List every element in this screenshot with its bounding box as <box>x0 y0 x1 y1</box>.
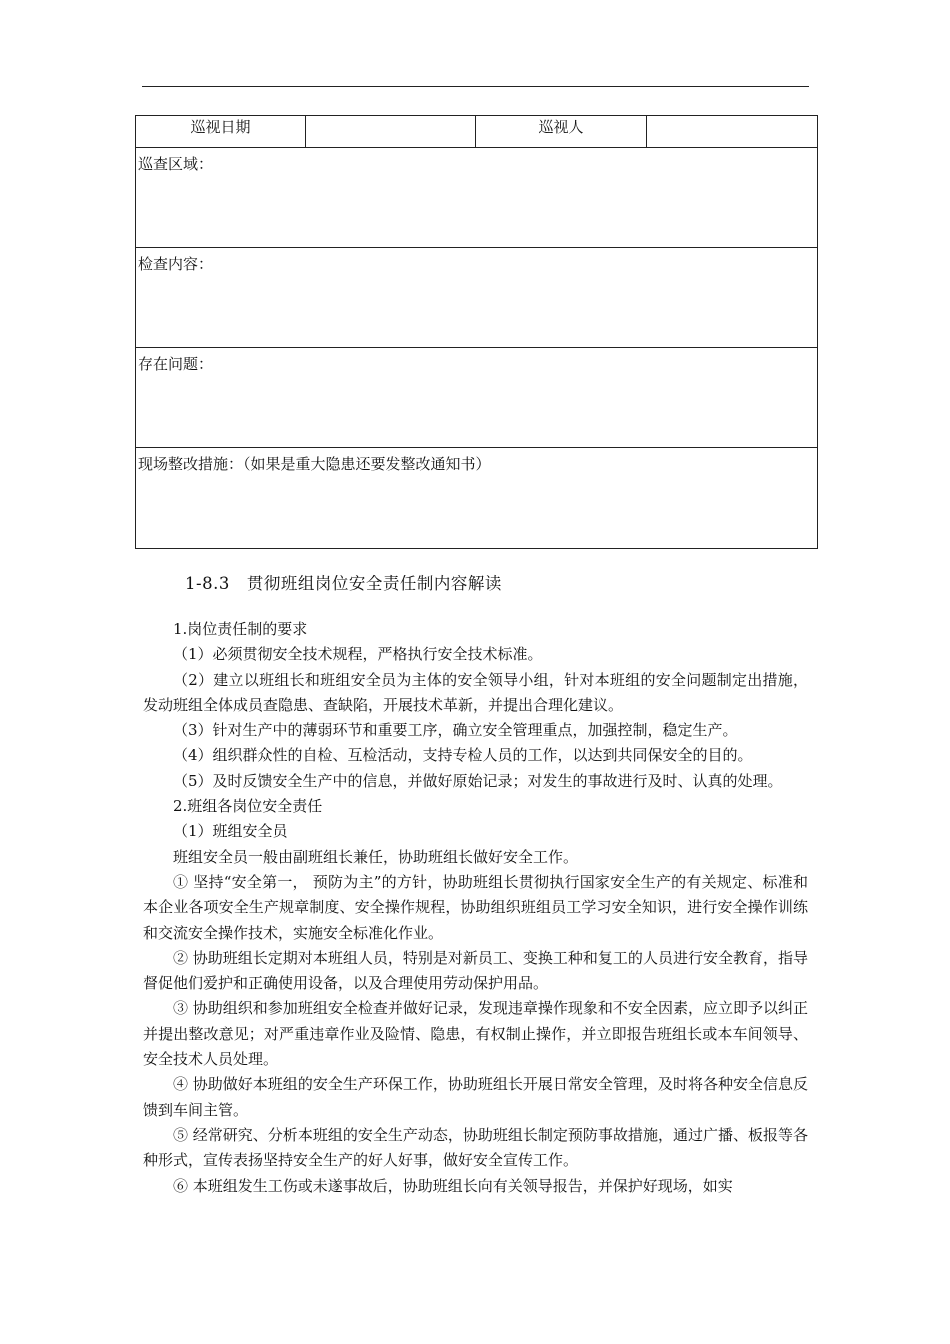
date-label: 巡视日期 <box>136 116 306 148</box>
paragraph: （1）班组安全员 <box>173 822 288 841</box>
area-row <box>136 148 818 248</box>
header-rule <box>142 86 809 87</box>
paragraph: ⑤ 经常研究、分析本班组的安全生产动态，协助班组长制定预防事故措施，通过广播、板报等各种形式，宣传表扬坚持安全生产的好人好事，做好安全宣传工作。 <box>143 1125 808 1170</box>
inspector-label: 巡视人 <box>476 116 647 148</box>
area-field[interactable] <box>136 148 818 248</box>
paragraph: 班组安全员一般由副班组长兼任，协助班组长做好安全工作。 <box>173 847 579 866</box>
section-heading: 1-8.3 贯彻班组岗位安全责任制内容解读 <box>185 574 502 593</box>
inspection-form <box>135 115 818 549</box>
content-field[interactable] <box>136 248 818 348</box>
content-row <box>136 248 818 348</box>
paragraph: ② 协助班组长定期对本班组人员，特别是对新员工、变换工种和复工的人员进行安全教育，指导督促他们爱护和正确使用设备，以及合理使用劳动保护用品。 <box>143 948 808 993</box>
paragraph: ① 坚持“安全第一， 预防为主”的方针，协助班组长贯彻执行国家安全生产的有关规定、标准和本企业各项安全生产规章制度、安全操作规程，协助组织班组员工学习安全知识，进行安全操作训练和交流安全操作技术，实施安全标准化作业。 <box>143 872 808 942</box>
paragraph: （5）及时反馈安全生产中的信息，并做好原始记录；对发生的事故进行及时、认真的处理。 <box>173 771 783 790</box>
paragraph: （4）组织群众性的自检、互检活动，支持专检人员的工作，以达到共同保安全的目的。 <box>173 746 753 765</box>
date-field[interactable] <box>306 116 476 148</box>
paragraph: ④ 协助做好本班组的安全生产环保工作，协助班组长开展日常安全管理，及时将各种安全信息反馈到车间主管。 <box>143 1075 808 1119</box>
issues-label: 存在问题： <box>138 355 214 373</box>
inspector-field[interactable] <box>647 116 818 148</box>
area-label: 巡查区域： <box>138 155 214 173</box>
issues-row <box>136 348 818 448</box>
paragraph: （1）必须贯彻安全技术规程，严格执行安全技术标准。 <box>173 645 543 664</box>
paragraph: 2.班组各岗位安全责任 <box>173 797 323 816</box>
paragraph: ⑥ 本班组发生工伤或未遂事故后，协助班组长向有关领导报告，并保护好现场，如实 <box>173 1176 733 1195</box>
form-header-row <box>136 116 818 148</box>
content-label: 检查内容： <box>138 255 214 273</box>
issues-field[interactable] <box>136 348 818 448</box>
measures-label: 现场整改措施：（如果是重大隐患还要发整改通知书） <box>138 455 491 473</box>
paragraph: 1.岗位责任制的要求 <box>173 620 308 638</box>
paragraph: （3）针对生产中的薄弱环节和重要工序，确立安全管理重点，加强控制，稳定生产。 <box>173 721 738 740</box>
measures-row <box>136 448 818 549</box>
paragraph: （2）建立以班组长和班组安全员为主体的安全领导小组，针对本班组的安全问题制定出措施，发动班组全体成员查隐患、查缺陷，开展技术革新，并提出合理化建议。 <box>143 670 808 714</box>
paragraph: ③ 协助组织和参加班组安全检查并做好记录，发现违章操作现象和不安全因素，应立即予以纠正并提出整改意见；对严重违章作业及险情、隐患，有权制止操作，并立即报告班组长或本车间领导、安全技术人员处理。 <box>143 999 808 1069</box>
body-text <box>143 617 808 1199</box>
measures-field[interactable] <box>136 448 818 549</box>
